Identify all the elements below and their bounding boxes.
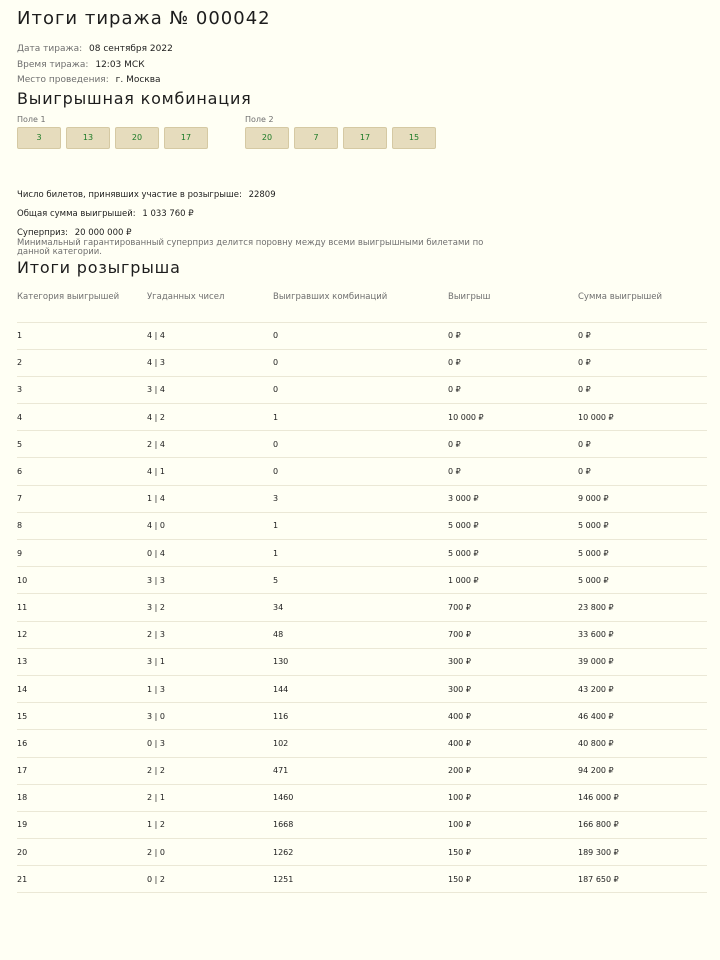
number-ball: 17 [343, 127, 387, 149]
category-cell: 7 [17, 485, 147, 512]
draw-place-row [17, 73, 703, 89]
prize-cell: 0 ₽ [448, 376, 578, 403]
table-row [17, 349, 707, 376]
draw-place-label: Место проведения: [17, 75, 109, 85]
winners-cell: 1668 [273, 811, 448, 838]
guessed-cell: 0 | 3 [147, 730, 273, 757]
winners-cell: 116 [273, 703, 448, 730]
category-cell: 6 [17, 458, 147, 485]
draw-date-label: Дата тиража: [17, 44, 83, 54]
table-row [17, 404, 707, 431]
category-cell: 21 [17, 866, 147, 893]
guessed-cell: 2 | 4 [147, 431, 273, 458]
category-cell: 15 [17, 703, 147, 730]
winners-cell: 3 [273, 485, 448, 512]
superprize-note: Минимальный гарантированный суперприз делится поровну между всеми выигрышными билетами по данной категории. [17, 237, 484, 257]
prize-cell: 700 ₽ [448, 594, 578, 621]
category-cell: 3 [17, 376, 147, 403]
prize-cell: 400 ₽ [448, 703, 578, 730]
category-cell: 13 [17, 648, 147, 675]
category-cell: 9 [17, 540, 147, 567]
guessed-cell: 0 | 2 [147, 866, 273, 893]
total-cell: 40 800 ₽ [578, 730, 707, 757]
total-cell: 0 ₽ [578, 376, 707, 403]
winners-cell: 1460 [273, 784, 448, 811]
table-row [17, 621, 707, 648]
prize-cell: 300 ₽ [448, 648, 578, 675]
table-row [17, 703, 707, 730]
winners-cell: 1 [273, 404, 448, 431]
prize-cell: 1 000 ₽ [448, 567, 578, 594]
winners-cell: 1 [273, 540, 448, 567]
guessed-cell: 3 | 1 [147, 648, 273, 675]
total-cell: 10 000 ₽ [578, 404, 707, 431]
winners-cell: 0 [273, 376, 448, 403]
table-row [17, 866, 707, 893]
number-ball: 20 [245, 127, 289, 149]
category-cell: 11 [17, 594, 147, 621]
total-cell: 0 ₽ [578, 458, 707, 485]
guessed-cell: 2 | 0 [147, 839, 273, 866]
winners-cell: 471 [273, 757, 448, 784]
prize-cell: 150 ₽ [448, 866, 578, 893]
total-cell: 166 800 ₽ [578, 811, 707, 838]
draw-time-row [17, 58, 703, 74]
draw-stats [17, 189, 703, 258]
table-row [17, 648, 707, 675]
table-row [17, 784, 707, 811]
table-row [17, 376, 707, 403]
prize-cell: 0 ₽ [448, 458, 578, 485]
winners-cell: 0 [273, 349, 448, 376]
winners-cell: 102 [273, 730, 448, 757]
field-1-label: Поле 1 [17, 114, 46, 124]
guessed-cell: 4 | 2 [147, 404, 273, 431]
total-cell: 94 200 ₽ [578, 757, 707, 784]
guessed-cell: 1 | 3 [147, 675, 273, 702]
winners-cell: 144 [273, 675, 448, 702]
category-cell: 10 [17, 567, 147, 594]
draw-place-value: г. Москва [115, 75, 161, 85]
category-cell: 4 [17, 404, 147, 431]
guessed-cell: 4 | 0 [147, 512, 273, 539]
table-row [17, 811, 707, 838]
tickets-count-row [17, 189, 703, 201]
total-cell: 187 650 ₽ [578, 866, 707, 893]
winners-cell: 130 [273, 648, 448, 675]
superprize-value: 20 000 000 ₽ [74, 227, 132, 238]
table-row [17, 757, 707, 784]
draw-time-label: Время тиража: [17, 59, 89, 70]
guessed-cell: 4 | 3 [147, 349, 273, 376]
prize-cell: 0 ₽ [448, 431, 578, 458]
draw-meta [17, 42, 703, 89]
tickets-count-label: Число билетов, принявших участие в розыгрыше: [17, 189, 242, 200]
winners-cell: 48 [273, 621, 448, 648]
results-header-row [17, 292, 707, 323]
category-cell: 1 [17, 322, 147, 349]
guessed-cell: 3 | 3 [147, 567, 273, 594]
field-2-numbers [245, 127, 441, 149]
guessed-cell: 1 | 2 [147, 811, 273, 838]
total-cell: 0 ₽ [578, 431, 707, 458]
total-cell: 39 000 ₽ [578, 648, 707, 675]
field-1 [17, 115, 213, 149]
prize-cell: 5 000 ₽ [448, 512, 578, 539]
table-row [17, 567, 707, 594]
column-header-prize: Выигрыш [448, 292, 578, 323]
total-cell: 189 300 ₽ [578, 839, 707, 866]
guessed-cell: 3 | 2 [147, 594, 273, 621]
prize-cell: 700 ₽ [448, 621, 578, 648]
category-cell: 19 [17, 811, 147, 838]
total-cell: 9 000 ₽ [578, 485, 707, 512]
table-row [17, 730, 707, 757]
total-cell: 23 800 ₽ [578, 594, 707, 621]
winners-cell: 34 [273, 594, 448, 621]
category-cell: 20 [17, 839, 147, 866]
total-winnings-row [17, 208, 703, 220]
total-cell: 0 ₽ [578, 349, 707, 376]
prize-cell: 100 ₽ [448, 784, 578, 811]
field-1-numbers [17, 127, 213, 149]
number-ball: 3 [17, 127, 61, 149]
prize-cell: 400 ₽ [448, 730, 578, 757]
guessed-cell: 4 | 1 [147, 458, 273, 485]
guessed-cell: 2 | 2 [147, 757, 273, 784]
total-cell: 43 200 ₽ [578, 675, 707, 702]
winners-cell: 0 [273, 322, 448, 349]
total-cell: 5 000 ₽ [578, 512, 707, 539]
table-row [17, 322, 707, 349]
number-ball: 7 [294, 127, 338, 149]
category-cell: 16 [17, 730, 147, 757]
tickets-count-value: 22809 [248, 189, 276, 200]
prize-cell: 150 ₽ [448, 839, 578, 866]
prize-cell: 5 000 ₽ [448, 540, 578, 567]
table-row [17, 512, 707, 539]
winners-cell: 0 [273, 431, 448, 458]
total-winnings-label: Общая сумма выигрышей: [17, 208, 136, 219]
prize-cell: 300 ₽ [448, 675, 578, 702]
category-cell: 17 [17, 757, 147, 784]
draw-time-value: 12:03 МСК [95, 59, 145, 70]
prize-cell: 3 000 ₽ [448, 485, 578, 512]
prize-cell: 200 ₽ [448, 757, 578, 784]
column-header-category: Категория выигрышей [17, 292, 147, 323]
total-cell: 146 000 ₽ [578, 784, 707, 811]
table-row [17, 594, 707, 621]
total-cell: 5 000 ₽ [578, 567, 707, 594]
category-cell: 14 [17, 675, 147, 702]
number-ball: 15 [392, 127, 436, 149]
category-cell: 2 [17, 349, 147, 376]
winners-cell: 1251 [273, 866, 448, 893]
column-header-winning-combinations: Выигравших комбинаций [273, 292, 448, 323]
category-cell: 5 [17, 431, 147, 458]
prize-cell: 0 ₽ [448, 322, 578, 349]
guessed-cell: 3 | 4 [147, 376, 273, 403]
winners-cell: 5 [273, 567, 448, 594]
page-title: Итоги тиража № 000042 [17, 8, 271, 29]
total-cell: 5 000 ₽ [578, 540, 707, 567]
winning-combination-title: Выигрышная комбинация [17, 88, 252, 108]
total-cell: 0 ₽ [578, 322, 707, 349]
winners-cell: 0 [273, 458, 448, 485]
total-cell: 46 400 ₽ [578, 703, 707, 730]
table-row [17, 675, 707, 702]
category-cell: 18 [17, 784, 147, 811]
category-cell: 12 [17, 621, 147, 648]
winning-fields [17, 115, 703, 149]
table-row [17, 839, 707, 866]
results-table [17, 292, 707, 894]
number-ball: 13 [66, 127, 110, 149]
total-cell: 33 600 ₽ [578, 621, 707, 648]
guessed-cell: 0 | 4 [147, 540, 273, 567]
results-body [17, 322, 707, 893]
winners-cell: 1262 [273, 839, 448, 866]
column-header-guessed: Угаданных чисел [147, 292, 273, 323]
field-2-label: Поле 2 [245, 114, 274, 124]
prize-cell: 0 ₽ [448, 349, 578, 376]
prize-cell: 10 000 ₽ [448, 404, 578, 431]
draw-date-value: 08 сентября 2022 [89, 44, 173, 54]
guessed-cell: 2 | 3 [147, 621, 273, 648]
prize-cell: 100 ₽ [448, 811, 578, 838]
superprize-row [17, 227, 703, 239]
table-row [17, 458, 707, 485]
column-header-total: Сумма выигрышей [578, 292, 707, 323]
table-row [17, 485, 707, 512]
category-cell: 8 [17, 512, 147, 539]
draw-date-row [17, 42, 703, 58]
total-winnings-value: 1 033 760 ₽ [142, 208, 194, 219]
field-2 [245, 115, 441, 149]
table-row [17, 431, 707, 458]
superprize-label: Суперприз: [17, 227, 69, 238]
guessed-cell: 2 | 1 [147, 784, 273, 811]
guessed-cell: 4 | 4 [147, 322, 273, 349]
number-ball: 17 [164, 127, 208, 149]
table-row [17, 540, 707, 567]
results-title: Итоги розыгрыша [17, 257, 181, 277]
guessed-cell: 3 | 0 [147, 703, 273, 730]
winners-cell: 1 [273, 512, 448, 539]
guessed-cell: 1 | 4 [147, 485, 273, 512]
number-ball: 20 [115, 127, 159, 149]
